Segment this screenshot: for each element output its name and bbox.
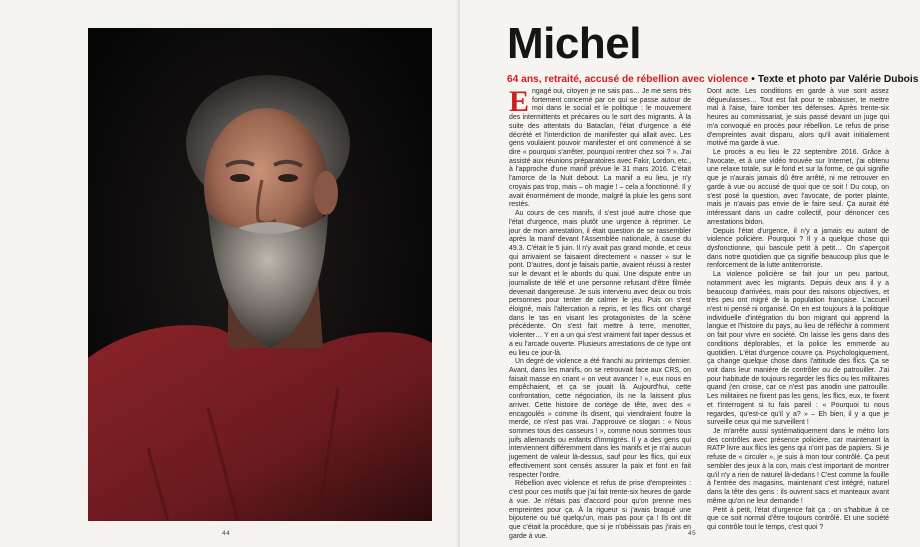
paragraph: Un degré de violence a été franchi au printemps dernier. Avant, dans les manifs, on se retrouvait face aux CRS, on faisait masse en criant « on veut avancer ! », eux nous en empêchaient, et ça se jouait là. Aujourd'hui, cette confrontation, cette négociation, ils ne la laissent plus arriver. Cette histoire de cortège de tête, avec des « encagoulés » comme ils disent, qui viendraient foutre la merde, ce n'est pas vrai. J'approuve ce slogan : « Nous sommes tous des casseurs ! », comme nous sommes tous juifs allemands ou enfants d'immigrés. Il y a des gens qui interviennent différemment dans les manifs et je n'ai aucun jugement de valeur là-dessus, sauf pour les flics, qui eux effectivement sont censés assurer la paix et font en fait respecter l'ordre. — [509, 358, 691, 479]
page-number-left: 44 — [222, 530, 231, 537]
paragraph: Je m'arrête aussi systématiquement dans le métro lors des contrôles avec présence policière, car maintenant la RATP livre aux flics les gens qui n'ont pas de papiers. Si je refuse de « circuler », je suis à mon tour contrôlé. Ça peut sembler des jeux à la con, mais c'est important de montrer qu'il n'y a rien de naturel là-dedans ! C'est comme la fouille à l'entrée des magasins, maintenant c'est intégré, naturel dans la tête des gens : ils ouvrent sacs et manteaux avant même qu'on ne leur demande ! — [707, 428, 889, 505]
portrait-photo — [88, 28, 432, 521]
article-title: Michel — [507, 19, 641, 68]
drop-cap: E — [509, 85, 530, 118]
paragraph: Rébellion avec violence et refus de prise d'empreintes : c'est pour ces motifs que j'ai fait trente-six heures de garde à vue. Je n'étais pas d'accord pour qu'on prenne mes empreintes pour ça. À la rigueur si j'avais braqué une bijouterie ou tué quelqu'un, mais pas pour ça ! Ils ont dit que c'était la procédure, que si je n'obéissais pas j'irais en garde à vue. — [509, 480, 691, 540]
text-column-1 — [509, 85, 692, 541]
author-credit: Texte et photo par Valérie Dubois — [757, 74, 919, 85]
paragraph: Le procès a eu lieu le 22 septembre 2016. Grâce à l'avocate, et à une vidéo trouvée sur Internet, j'ai obtenu une relaxe totale, sur le fond et sur la forme, ce qui signifie que je n'aurais jamais dû être arrêté, ni me retrouver en garde à vue ou accusé de quoi que ce soit ! Du coup, on s'est posé la question, avec l'avocate, de porter plainte, mais je n'avais pas envie de le faire seul. Ça aurait été intéressant dans un cadre collectif, pour dénoncer ces arrestations bidon. — [707, 149, 889, 226]
paragraph: La violence policière se fait jour un peu partout, notamment avec les migrants. Depuis deux ans il y a beaucoup d'arrivées, mais pour des raisons objectives, et très peu ont migré de la population française. L'accueil n'est ni pensé ni organisé. On en est toujours à la politique individuelle d'intégration du bon migrant qui apprend la langue et l'histoire du pays, au lieu de réfléchir à comment on fait pour vivre en société. On laisse les gens dans des conditions déplorables, et la police les emmerde au quotidien. L'état d'urgence couvre ça. Psychologiquement, ça change quelque chose dans l'attitude des flics. Ça se voit dans leur manière de contrôler ou de patrouiller. J'ai pour habitude de toujours regarder les flics ou les militaires quand j'en croise, car ce n'est pas anodin une patrouille. Les militaires ne fixent pas les gens, les flics, eux, te fixent et t'interrogent si tu fais pareil : « Pourquoi tu nous regardes, qu'est-ce qu'il y a? » – Eh bien, il y a que je surveille ceux qui me surveillent ! — [707, 271, 889, 427]
paragraph: Dont acte. Les conditions en garde à vue sont assez dégueulasses… Tout est fait pour te rabaisser, te mettre mal à l'aise, faire tomber tes défenses. Après trente-six heures au commissariat, je suis passé devant un juge qui m'a convoqué en procès pour rébellion. Le refus de prise d'empreintes avait disparu, alors qu'il avait initialement motivé ma garde à vue. — [707, 88, 889, 148]
article-subtitle — [507, 74, 919, 86]
text-column-2 — [707, 88, 889, 533]
page-number-right: 45 — [688, 530, 697, 537]
paragraph: Depuis l'état d'urgence, il n'y a jamais eu autant de violence policière. Pourquoi ? Il y a quelque chose qui dysfonctionne, qui bascule petit à petit… On s'aperçoit dans notre quotidien que ça signifie beaucoup plus que le renforcement de la lutte antiterroriste. — [707, 227, 889, 270]
paragraph — [509, 85, 692, 210]
subtitle-bullet: • — [751, 74, 755, 85]
paragraph: Au cours de ces manifs, il s'est joué autre chose que l'état d'urgence, mais plutôt une urgence à réprimer. Le jour de mon arrestation, il était question de se rassembler après la manif devant l'Assemblée nationale, à cause du 49.3. C'était le 5 juin. Il n'y avait pas grand monde, et ceux qui arrivaient se faisaient directement « nasser » sur le pont. D'autres, dont je faisais partie, avaient réussi à rester sur le devant et le abords du quai. Une dispute entre un journaliste de télé et une personne refusant d'être filmée devenait dangereuse. Je suis intervenu avec deux ou trois personnes pour tenter de calmer le jeu. Puis on s'est éloigné, mais l'altercation a repris, et les flics ont chargé dans le tas en visant les protagonistes de la scène précédente. On s'est fait mettre à terre, menotter, violenter… Y en a un qui s'est vraiment fait taper dessus et a eu l'arcade ouverte. Plusieurs arrestations de ce type ont eu lieu ce jour-là. — [509, 210, 691, 357]
paragraph: Petit à petit, l'état d'urgence fait ça : on s'habitue à ce que ce soit normal d'être toujours contrôlé. Et une société qui contrôle tout le temps, c'est quoi ? — [707, 506, 889, 531]
paragraph-text: ngagé oui, citoyen je ne sais pas… Je me sens très fortement concerné par ce qui se passe autour de moi dans le social et le politique : le mouvement des intermittents et précaires ou le sort des migrants. À la suite des attentats du Bataclan, l'état d'urgence a été décrété et l'interdiction de manifester qui allait avec. Les gens voulaient pouvoir manifester et ont commencé à se dire « pourquoi s'arrêter, pourquoi rentrer chez soi ? ». J'ai assisté aux réunions préparatoires avec Fakir, Lordon, etc., à l'approche d'une manif prévue le 31 mars 2016. C'était l'amorce de la Nuit debout. La manif a eu lieu, je n'y croyais pas trop, mais – oh magie ! – cela a fonctionné. Il y avait énormément de monde, malgré la pluie les gens sont restés. — [509, 88, 692, 209]
subtitle-description: 64 ans, retraité, accusé de rébellion avec violence — [507, 74, 749, 85]
